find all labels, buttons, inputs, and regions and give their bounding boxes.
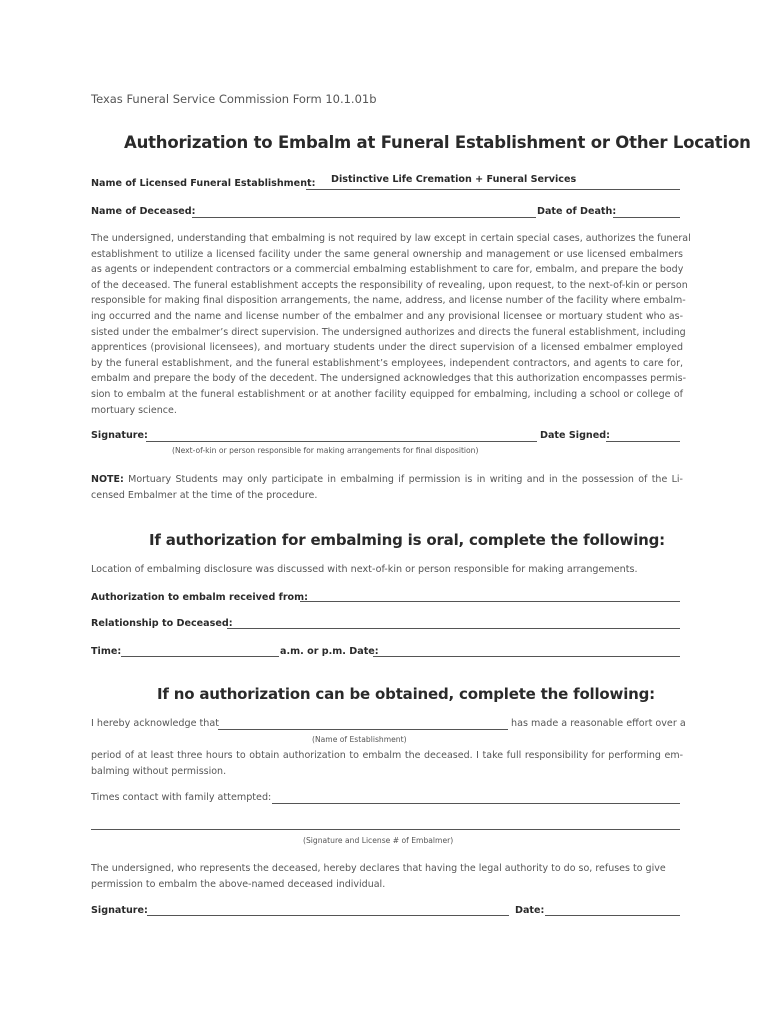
paragraph-line: by the funeral establishment, and the funeral establishment’s employees, independent contractors, and agents to care for, <box>91 357 683 369</box>
refusal-signature-field[interactable] <box>147 915 509 916</box>
form-id: Texas Funeral Service Commission Form 10.1.01b <box>91 92 377 106</box>
received-from-field[interactable] <box>300 601 680 602</box>
paragraph-line: as agents or independent contractors or a commercial embalming establishment to care for, embalm, and prepare the body <box>91 264 684 276</box>
oral-date-field[interactable] <box>373 656 680 657</box>
date-of-death-label: Date of Death: <box>537 206 617 217</box>
note-line <box>91 472 683 488</box>
acknowledge-paragraph <box>91 748 683 779</box>
ampm-date-label: a.m. or p.m. Date: <box>280 646 379 657</box>
refusal-date-field[interactable] <box>545 915 680 916</box>
paragraph-line: of the deceased. The funeral establishment accepts the responsibility of revealing, upon request, to the next-of-kin or person <box>91 279 688 291</box>
paragraph-line: period of at least three hours to obtain authorization to embalm the deceased. I take full responsibility for performing em- <box>91 750 683 761</box>
relationship-label: Relationship to Deceased: <box>91 618 233 629</box>
relationship-field[interactable] <box>227 628 680 629</box>
paragraph-line: responsible for making final disposition arrangements, the name, address, and license number of the facility where embalm- <box>91 295 686 307</box>
paragraph-line: establishment to utilize a licensed facility under the same general ownership and management or use licensed embalmers <box>91 248 683 260</box>
establishment-label: Name of Licensed Funeral Establishment: <box>91 178 316 189</box>
paragraph-line: The undersigned, who represents the deceased, hereby declares that having the legal authority to do so, refuses to give <box>91 863 666 874</box>
note-line: censed Embalmer at the time of the procedure. <box>91 489 318 501</box>
note-text: Mortuary Students may only participate in embalming if permission is in writing and in the possession of the Li- <box>123 474 683 485</box>
date-signed-label: Date Signed: <box>540 430 610 441</box>
paragraph-line: permission to embalm the above-named deceased individual. <box>91 878 386 890</box>
authorization-paragraph <box>91 231 691 418</box>
form-title: Authorization to Embalm at Funeral Establishment or Other Location <box>124 133 751 152</box>
paragraph-line: The undersigned, understanding that embalming is not required by law except in certain special cases, authorizes the funeral <box>91 233 691 244</box>
times-attempted-field[interactable] <box>272 803 680 804</box>
deceased-name-label: Name of Deceased: <box>91 206 196 217</box>
date-of-death-field[interactable] <box>613 217 680 218</box>
note-label: NOTE: <box>91 474 124 485</box>
no-auth-section-heading: If no authorization can be obtained, complete the following: <box>157 685 655 703</box>
refusal-date-label: Date: <box>515 905 545 916</box>
signature-label: Signature: <box>91 430 148 441</box>
establishment-name-field[interactable] <box>218 729 508 730</box>
note-block <box>91 472 683 503</box>
deceased-name-field[interactable] <box>192 217 536 218</box>
acknowledge-suffix: has made a reasonable effort over a <box>511 718 686 729</box>
paragraph-line: sisted under the embalmer’s direct supervision. The undersigned authorizes and directs the funeral establishment, including <box>91 326 686 338</box>
refusal-signature-label: Signature: <box>91 905 148 916</box>
paragraph-line: apprentices (provisional licensees), and mortuary students under the direct supervision of a licensed embalmer employed <box>91 342 683 354</box>
paragraph-line: embalm and prepare the body of the decedent. The undersigned acknowledges that this authorization encompasses permis- <box>91 373 687 385</box>
times-attempted-label: Times contact with family attempted: <box>91 792 272 803</box>
paragraph-line: sion to embalm at the funeral establishment or at another facility equipped for embalming, including a school or college of <box>91 388 683 400</box>
refusal-paragraph <box>91 861 683 892</box>
time-label: Time: <box>91 646 122 657</box>
embalmer-signature-field[interactable] <box>91 829 680 830</box>
date-signed-field[interactable] <box>606 441 680 442</box>
time-field[interactable] <box>121 656 279 657</box>
oral-section-intro: Location of embalming disclosure was discussed with next-of-kin or person responsible for making arrangements. <box>91 564 638 575</box>
acknowledge-prefix: I hereby acknowledge that <box>91 718 220 729</box>
establishment-name-caption: (Name of Establishment) <box>312 735 407 744</box>
embalmer-signature-caption: (Signature and License # of Embalmer) <box>303 836 454 845</box>
signature-caption: (Next-of-kin or person responsible for making arrangements for final disposition) <box>172 446 479 455</box>
paragraph-line: ing occurred and the name and license number of the embalmer and any provisional licensee or mortuary student who as- <box>91 310 683 322</box>
oral-section-heading: If authorization for embalming is oral, complete the following: <box>149 531 665 549</box>
paragraph-line: balming without permission. <box>91 765 227 777</box>
establishment-field[interactable] <box>306 189 680 190</box>
paragraph-line: mortuary science. <box>91 404 177 416</box>
establishment-value: Distinctive Life Cremation + Funeral Services <box>331 174 577 185</box>
received-from-label: Authorization to embalm received from: <box>91 592 308 603</box>
signature-field[interactable] <box>146 441 537 442</box>
